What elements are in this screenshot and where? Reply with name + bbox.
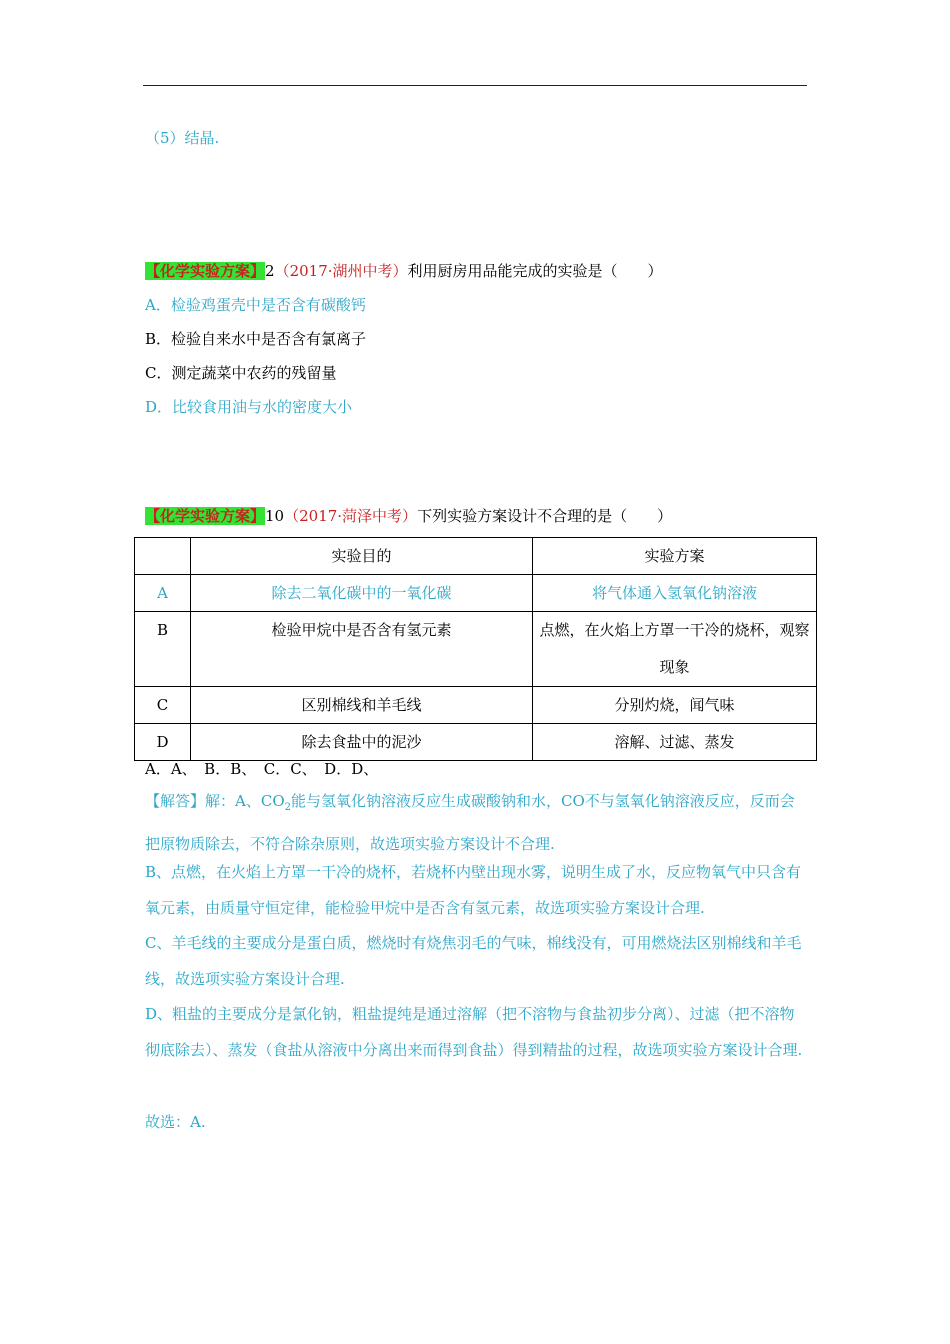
table-header-cell: 实验目的	[191, 538, 533, 575]
table-cell: C	[135, 687, 191, 724]
question-2-source: （2017·菏泽中考）	[284, 507, 418, 525]
table-cell: B	[135, 612, 191, 687]
table-row	[135, 724, 817, 761]
table-header-cell	[135, 538, 191, 575]
table-cell: 将气体通入氢氧化钠溶液	[533, 575, 817, 612]
analysis-a-pre: 解：A、CO	[205, 792, 285, 810]
question-1-number: 2	[265, 262, 275, 280]
question-1-option-b: B．检验自来水中是否含有氯离子	[145, 330, 367, 348]
analysis-c: C、羊毛线的主要成分是蛋白质，燃烧时有烧焦羽毛的气味，棉线没有，可用燃烧法区别棉线和羊毛线，故选项实验方案设计合理.	[145, 934, 802, 988]
previous-answer: （5）结晶.	[145, 129, 220, 147]
table-row	[135, 687, 817, 724]
table-cell: 除去食盐中的泥沙	[191, 724, 533, 761]
question-2-stem	[145, 506, 672, 526]
question-1-option-a: A．检验鸡蛋壳中是否含有碳酸钙	[145, 296, 366, 314]
question-1-tag: 【化学实验方案】	[145, 262, 266, 280]
table-cell: 除去二氧化碳中的一氧化碳	[191, 575, 533, 612]
question-1-option-d: D．比较食用油与水的密度大小	[145, 398, 353, 416]
table-cell: 检验甲烷中是否含有氢元素	[191, 612, 533, 687]
analysis-a-subscript: 2	[284, 802, 291, 813]
table-header-cell: 实验方案	[533, 538, 817, 575]
table-cell: 溶解、过滤、蒸发	[533, 724, 817, 761]
experiment-table	[134, 537, 817, 761]
table-cell: 点燃，在火焰上方罩一干冷的烧杯，观察现象	[533, 612, 817, 687]
analysis-d: D、粗盐的主要成分是氯化钠，粗盐提纯是通过溶解（把不溶物与食盐初步分离）、过滤（把不溶物彻底除去）、蒸发（食盐从溶液中分离出来而得到食盐）得到精盐的过程，故选项实验方案设计合理.	[145, 1005, 803, 1059]
question-2-tag: 【化学实验方案】	[145, 507, 266, 525]
analysis-b: B、点燃，在火焰上方罩一干冷的烧杯，若烧杯内壁出现水雾，说明生成了水，反应物氧气中只含有氧元素，由质量守恒定律，能检验甲烷中是否含有氢元素，故选项实验方案设计合理.	[145, 863, 802, 917]
table-row	[135, 612, 817, 687]
question-1-option-c: C．测定蔬菜中农药的残留量	[145, 364, 337, 382]
question-2-choices: A．A、 B．B、 C．C、 D．D、	[145, 760, 379, 778]
table-row	[135, 575, 817, 612]
analysis-answer: 故选：A.	[145, 1113, 206, 1131]
analysis-a	[145, 783, 809, 862]
table-cell: 区别棉线和羊毛线	[191, 687, 533, 724]
question-1-source: （2017·湖州中考）	[274, 262, 408, 280]
table-cell: 分别灼烧，闻气味	[533, 687, 817, 724]
question-2-text: 下列实验方案设计不合理的是（ ）	[417, 507, 673, 525]
question-1-text: 利用厨房用品能完成的实验是（ ）	[407, 262, 663, 280]
header-rule	[143, 85, 807, 86]
analysis-a-post: 能与氢氧化钠溶液反应生成碳酸钠和水，CO不与氢氧化钠溶液反应，反而会把原物质除去，不符合除杂原则，故选项实验方案设计不合理.	[145, 792, 795, 853]
table-cell: D	[135, 724, 191, 761]
table-cell: A	[135, 575, 191, 612]
table-header-row	[135, 538, 817, 575]
question-1-stem	[145, 261, 663, 281]
analysis-label: 【解答】	[145, 792, 206, 810]
question-2-number: 10	[265, 507, 285, 525]
